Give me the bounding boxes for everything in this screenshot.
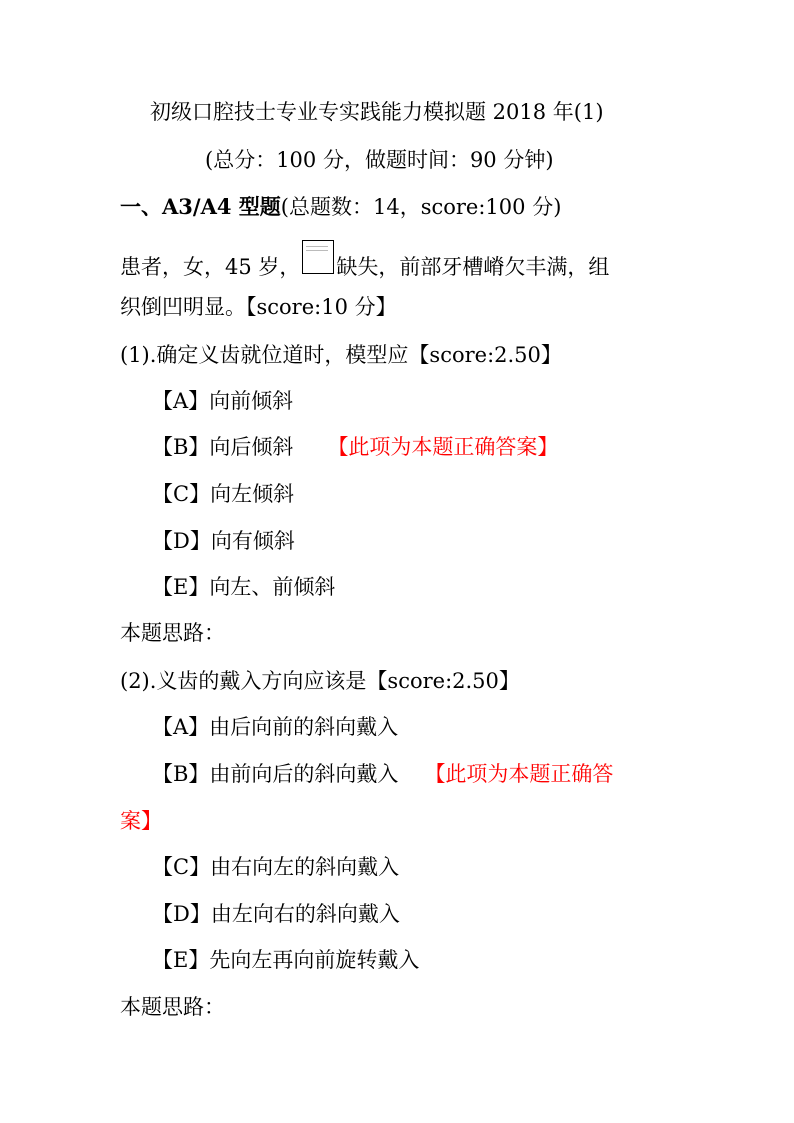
tooth-diagram-image xyxy=(302,240,334,274)
section-heading xyxy=(120,192,561,222)
q2-analysis-label: 本题思路： xyxy=(120,995,225,1019)
q1-option-d: 【D】向有倾斜 xyxy=(152,529,295,553)
q2-option-d: 【D】由左向右的斜向戴入 xyxy=(152,902,400,926)
document-subtitle: (总分：100 分，做题时间：90 分钟) xyxy=(205,148,554,172)
q1-option-e: 【E】向左、前倾斜 xyxy=(152,575,336,599)
q1-option-b xyxy=(152,432,558,462)
q1-analysis-label: 本题思路： xyxy=(120,621,225,645)
correct-answer-mark-part2: 案】 xyxy=(120,809,162,833)
question-stem-line2: 织倒凹明显。【score:10 分】 xyxy=(120,295,397,319)
q1-option-b-text: 【B】向后倾斜 xyxy=(152,435,294,459)
q1-option-a: 【A】向前倾斜 xyxy=(152,389,294,413)
section-label: 一、A3/A4 型题 xyxy=(120,194,281,219)
q2-option-b-text: 【B】由前向后的斜向戴入 xyxy=(152,762,399,786)
question-stem-line1 xyxy=(120,246,609,282)
document-title: 初级口腔技士专业专实践能力模拟题 2018 年(1) xyxy=(150,100,604,124)
question-1-prompt: (1).确定义齿就位道时，模型应【score:2.50】 xyxy=(120,343,562,367)
q2-option-e: 【E】先向左再向前旋转戴入 xyxy=(152,948,420,972)
q2-option-c: 【C】由右向左的斜向戴入 xyxy=(152,855,400,879)
stem-text-part1: 患者，女，45 岁， xyxy=(120,255,301,279)
stem-text-part2: 缺失，前部牙槽嵴欠丰满，组 xyxy=(336,255,610,279)
q1-option-c: 【C】向左倾斜 xyxy=(152,482,295,506)
q2-option-a: 【A】由后向前的斜向戴入 xyxy=(152,715,399,739)
section-meta: (总题数：14，score:100 分) xyxy=(280,195,562,219)
q2-option-b xyxy=(152,759,613,789)
question-2-prompt: (2).义齿的戴入方向应该是【score:2.50】 xyxy=(120,669,520,693)
correct-answer-mark-part1: 【此项为本题正确答 xyxy=(424,762,614,786)
correct-answer-mark: 【此项为本题正确答案】 xyxy=(327,435,559,459)
